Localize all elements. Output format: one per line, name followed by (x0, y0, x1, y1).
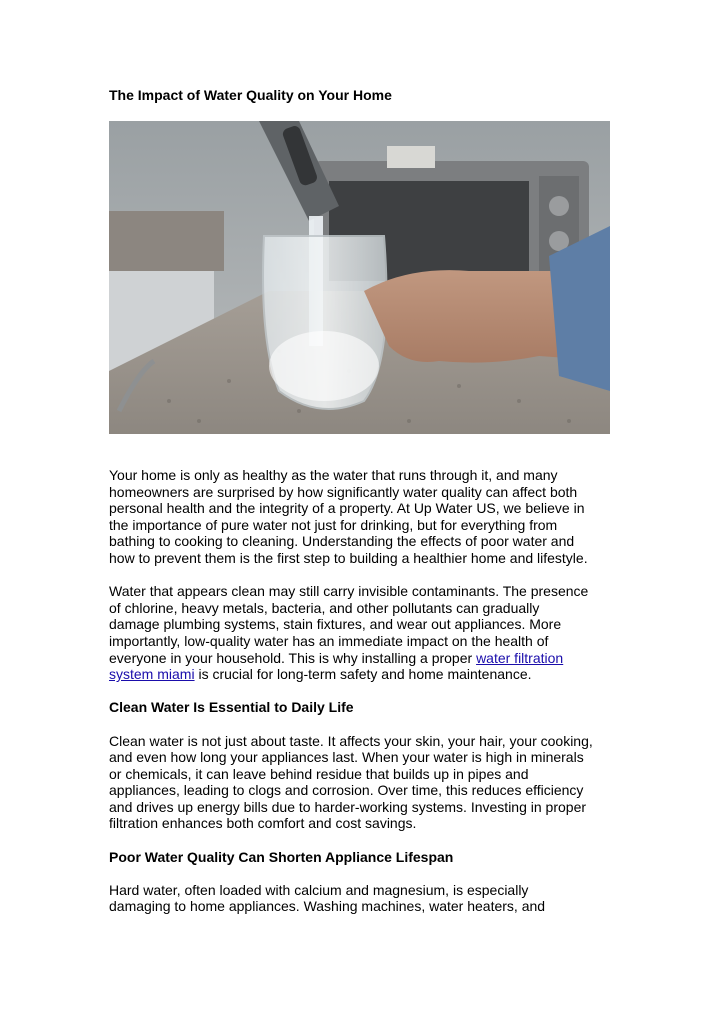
paragraph-clean-water: Clean water is not just about taste. It affects your skin, your hair, your cooking, and even how long your appliances last. When your water is high in minerals or chemicals, it can leave behind residue that builds up in pipes and appliances, leading to clogs and corrosion. Over time, this reduces efficiency and drives up energy bills due to harder-working systems. Investing in proper filtration enhances both comfort and cost savings. (109, 732, 593, 832)
faucet-glass-photo (109, 121, 610, 434)
water-filtration-link[interactable]: water filtration system miami (109, 649, 564, 683)
section-heading-clean-water: Clean Water Is Essential to Daily Life (109, 699, 354, 716)
paragraph-hard-water: Hard water, often loaded with calcium and magnesium, is especially damaging to home appliances. Washing machines, water heaters, and (109, 881, 546, 915)
article-body (109, 467, 619, 932)
paragraph-contaminants-text: Water that appears clean may still carry invisible contaminants. The presence of chlorine, heavy metals, bacteria, and other pollutants can gradually damage plumbing systems, stain fixtures, and wear out appliances. More importantly, low-quality water has an immediate impact on the health of everyone in your household. This is why installing a proper (109, 583, 589, 666)
paragraph-contaminants (109, 583, 619, 683)
section-heading-appliance-lifespan: Poor Water Quality Can Shorten Appliance Lifespan (109, 848, 454, 865)
article-title: The Impact of Water Quality on Your Home (109, 87, 392, 103)
paragraph-contaminants-end: is crucial for long-term safety and home maintenance. (194, 666, 532, 683)
paragraph-intro: Your home is only as healthy as the water that runs through it, and many homeowners are surprised by how significantly water quality can affect both personal health and the integrity of a property. At Up Water US, we believe in the importance of pure water not just for drinking, but for everything from bathing to cooking to cleaning. Understanding the effects of poor water and how to prevent them is the first step to building a healthier home and lifestyle. (109, 467, 588, 566)
